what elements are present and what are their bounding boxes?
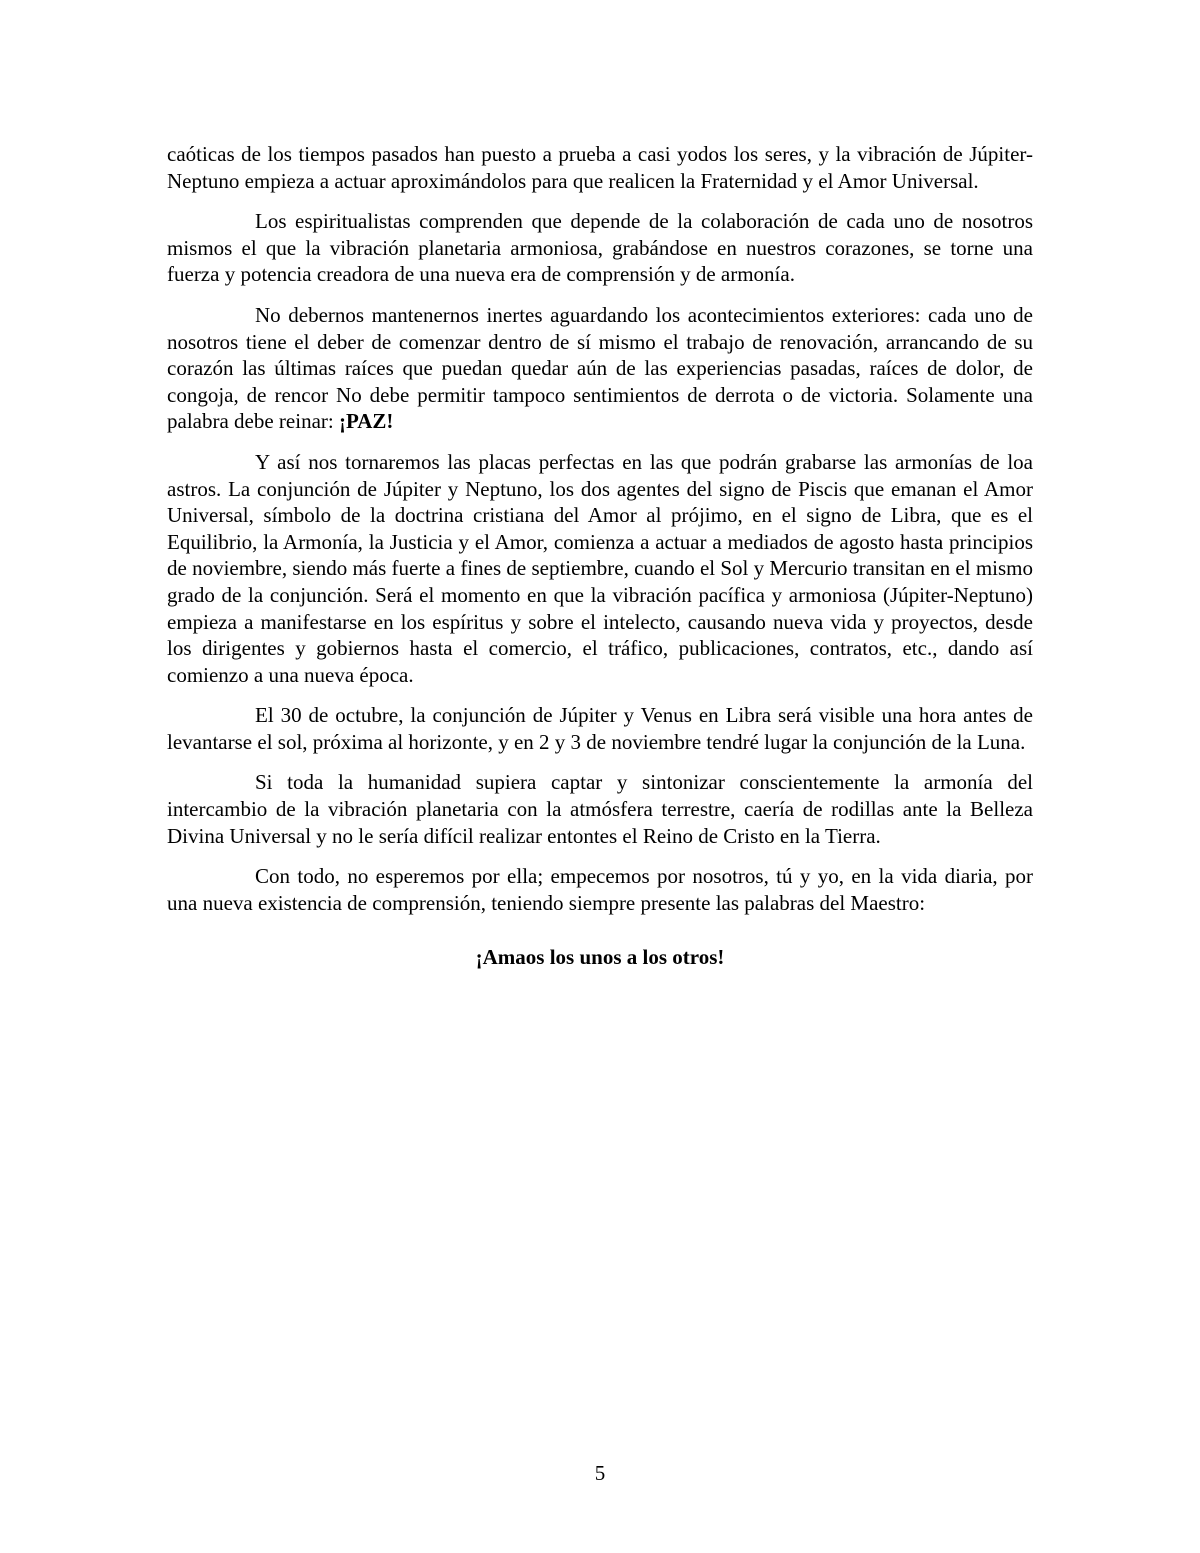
paragraph-text: Y así nos tornaremos las placas perfectas en las que podrán grabarse las armonías de loa astros. La conjunción de Júpiter y Neptuno, los dos agentes del signo de Piscis que emanan el Amor Universal, símbolo de la doctrina cristiana del Amor al prójimo, en el signo de Libra, que es el Equilibrio, la Armonía, la Justicia y el Amor, comienza a actuar a mediados de agosto hasta principios de noviembre, siendo más fuerte a fines de septiembre, cuando el Sol y Mercurio transitan en el mismo grado de la conjunción. Será el momento en que la vibración pacífica y armoniosa (Júpiter-Neptuno) empieza a manifestarse en los espíritus y sobre el intelecto, causando nueva vida y proyectos, desde los dirigentes y gobiernos hasta el comercio, el tráfico, publicaciones, contratos, etc., dando así comienzo a una nueva época. [167,449,1033,687]
paz-emphasis: ¡PAZ! [338,409,394,434]
paragraph-text: El 30 de octubre, la conjunción de Júpiter y Venus en Libra será visible una hora antes de levantarse el sol, próxima al horizonte, y en 2 y 3 de noviembre tendré lugar la conjunción de la Luna. [167,703,1033,754]
paragraph-text: Si toda la humanidad supiera captar y sintonizar conscientemente la armonía del intercambio de la vibración planetaria con la atmósfera terrestre, caería de rodillas ante la Belleza Divina Universal y no le sería difícil realizar entontes el Reino de Cristo en la Tierra. [167,770,1033,848]
paragraph-text: Con todo, no esperemos por ella; empecemos por nosotros, tú y yo, en la vida diaria, por una nueva existencia de comprensión, teniendo siempre presente las palabras del Maestro: [167,864,1033,915]
paragraph [167,449,1033,688]
page-body [167,141,1033,992]
closing-quote: ¡Amaos los unos a los otros! [475,945,725,970]
paragraph [167,208,1033,288]
paragraph-text: Los espiritualistas comprenden que depende de la colaboración de cada uno de nosotros mismos el que la vibración planetaria armoniosa, grabándose en nuestros corazones, se torne una fuerza y potencia creadora de una nueva era de comprensión y de armonía. [167,209,1033,287]
paragraph-continuation [167,141,1033,194]
paragraph-text: No debernos mantenernos inertes aguardando los acontecimientos exteriores: cada uno de nosotros tiene el deber de comenzar dentro de sí mismo el trabajo de renovación, arrancando de su corazón las últimas raíces que puedan quedar aún de las experiencias pasadas, raíces de dolor, de congoja, de rencor No debe permitir tampoco sentimientos de derrota o de victoria. Solamente una palabra debe reinar: [167,302,1033,434]
paragraph [167,863,1033,916]
paragraph [167,769,1033,849]
page-number: 5 [594,1461,606,1485]
paragraph [167,702,1033,755]
paragraph-text: caóticas de los tiempos pasados han puesto a prueba a casi yodos los seres, y la vibración de Júpiter-Neptuno empieza a actuar aproximándolos para que realicen la Fraternidad y el Amor Universal. [167,142,1033,193]
paragraph [167,302,1033,435]
